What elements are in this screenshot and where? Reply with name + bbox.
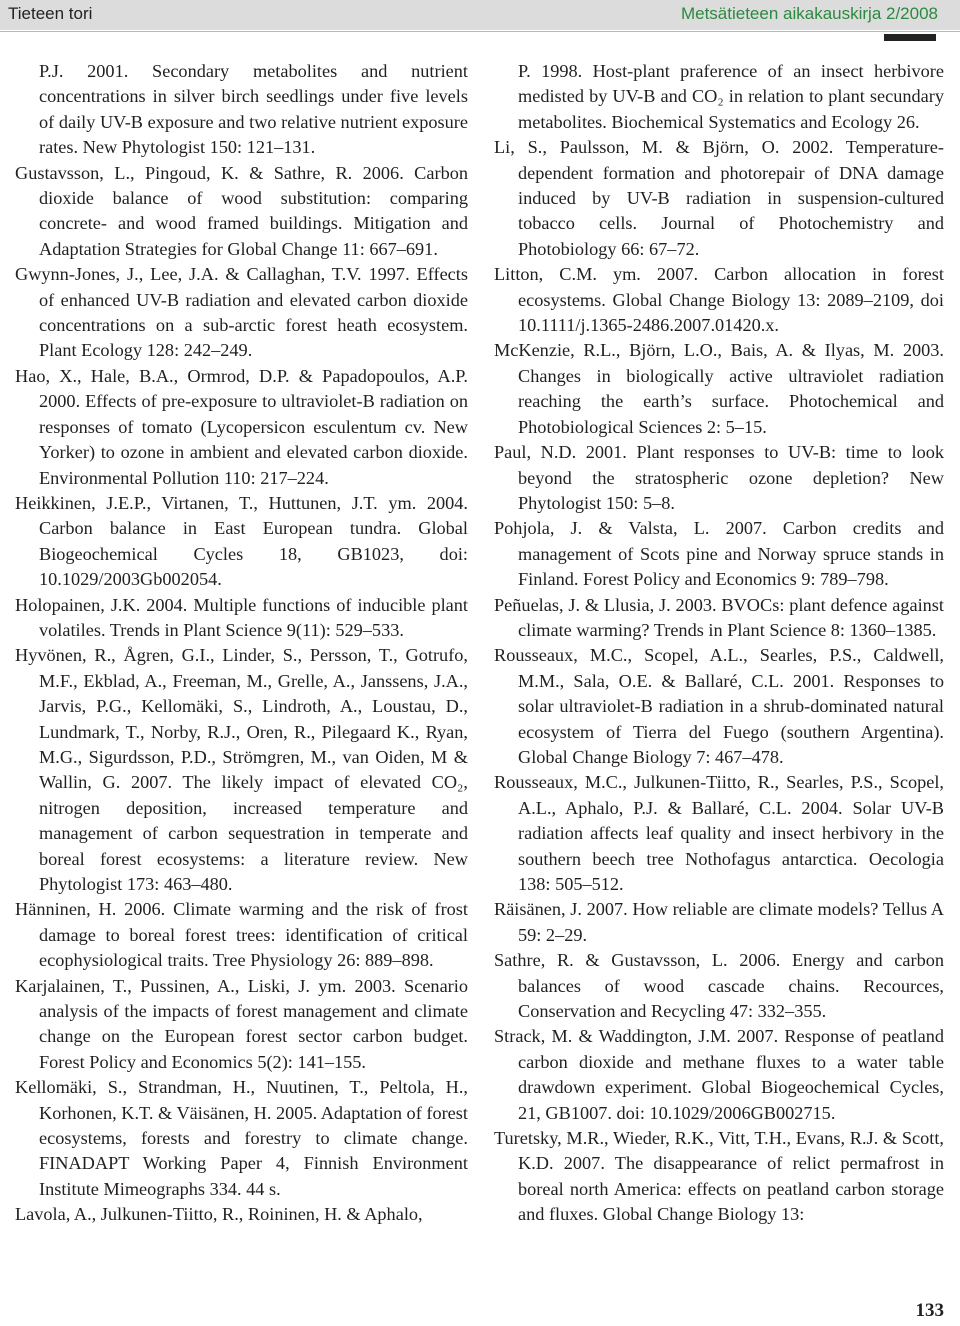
reference-entry: Kellomäki, S., Strandman, H., Nuutinen, T., Peltola, H., Korhonen, K.T. & Väisänen, H. 2005. Adaptation of forest ecosystems, forests and forestry to climate change. FINADAPT Working Paper 4, Finnish Environment Institute Mimeographs 334. 44 s. (15, 1077, 468, 1199)
running-header (0, 0, 960, 30)
reference-entry: Hao, X., Hale, B.A., Ormrod, D.P. & Papadopoulos, A.P. 2000. Effects of pre-exposure to ultraviolet-B radiation on responses of tomato (Lycopersicon esculentum cv. New Yorker) to ozone in ambient and elevated carbon dioxide. Environmental Pollution 110: 217–224. (15, 365, 468, 488)
reference-entry: Hyvönen, R., Ågren, G.I., Linder, S., Persson, T., Gotrufo, M.F., Ekblad, A., Freeman, M., Grelle, A., Janssens, J.A., Jarvis, P.G., Kellomäki, S., Lindroth, A., Loustau, D., Lundmark, T., Norby, R.J., Oren, R., Pilegaard K., Ryan, M.G., Sigurdsson, P.D., Strömgren, M., van Oiden, M & Wallin, G. 2007. The likely impact of elevated CO₂, nitrogen deposition, increased temperature and management of carbon sequestration in temperate and boreal forest ecosystems: a literature review. New Phytologist 173: 463–480. (15, 645, 468, 894)
reference-entry: Gustavsson, L., Pingoud, K. & Sathre, R. 2006. Carbon dioxide balance of wood substitution: comparing concrete- and wood framed buildings. Mitigation and Adaptation Strategies for Global Change 11: 667–691. (15, 162, 468, 259)
reference-entry: Li, S., Paulsson, M. & Björn, O. 2002. Temperature-dependent formation and photorepair of DNA damage induced by UV-B radiation in suspension-cultured tobacco cells. Journal of Photochemistry and Photobiology 66: 67–72. (494, 137, 944, 259)
reference-entry: Hänninen, H. 2006. Climate warming and the risk of frost damage to boreal forest trees: identification of critical ecophysiological traits. Tree Physiology 26: 889–898. (15, 899, 468, 971)
reference-entry: McKenzie, R.L., Björn, L.O., Bais, A. & Ilyas, M. 2003. Changes in biologically active ultraviolet radiation reaching the earth’s surface. Photochemical and Photobiological Sciences 2: 5–15. (494, 340, 944, 437)
header-rule (0, 31, 960, 32)
reference-entry: Peñuelas, J. & Llusia, J. 2003. BVOCs: plant defence against climate warming? Trends in Plant Science 8: 1360–1385. (494, 594, 944, 640)
reference-entry: Lavola, A., Julkunen-Tiitto, R., Roininen, H. & Aphalo, (15, 1204, 423, 1225)
reference-entry: Räisänen, J. 2007. How reliable are climate models? Tellus A 59: 2–29. (494, 899, 944, 945)
reference-entry: Litton, C.M. ym. 2007. Carbon allocation in forest ecosystems. Global Change Biology 13: 2089–2109, doi 10.1111/j.1365-2486.2007.01420.x. (494, 264, 944, 336)
reference-entry: Sathre, R. & Gustavsson, L. 2006. Energy and carbon balances of wood cascade chains. Recources, Conservation and Recycling 47: 332–355. (494, 950, 944, 1022)
reference-entry: Rousseaux, M.C., Julkunen-Tiitto, R., Searles, P.S., Scopel, A.L., Aphalo, P.J. & Ballaré, C.L. 2004. Solar UV-B radiation affects leaf quality and insect herbivory in the southern beech tree Nothofagus antarctica. Oecologia 138: 505–512. (494, 772, 944, 894)
references-right-column (494, 59, 944, 1228)
references-left-column (15, 59, 468, 1228)
reference-entry: Heikkinen, J.E.P., Virtanen, T., Huttunen, J.T. ym. 2004. Carbon balance in East European tundra. Global Biogeochemical Cycles 18, GB1023, doi: 10.1029/2003Gb002054. (15, 492, 468, 590)
page-number: 133 (915, 1300, 944, 1321)
section-title: Tieteen tori (8, 4, 93, 23)
reference-entry: Pohjola, J. & Valsta, L. 2007. Carbon credits and management of Scots pine and Norway spruce stands in Finland. Forest Policy and Economics 9: 789–798. (494, 518, 944, 590)
reference-entry: Paul, N.D. 2001. Plant responses to UV-B: time to look beyond the stratospheric ozone depletion? New Phytologist 150: 5–8. (494, 442, 944, 513)
reference-entry: P.J. 2001. Secondary metabolites and nutrient concentrations in silver birch seedlings under five levels of daily UV-B exposure and two relative nutrient exposure rates. New Phytologist 150: 121–131. (39, 61, 468, 158)
header-marker (884, 34, 936, 41)
reference-entry: Turetsky, M.R., Wieder, R.K., Vitt, T.H., Evans, R.J. & Scott, K.D. 2007. The disappearance of relict permafrost in boreal north America: effects on peatland carbon storage and fluxes. Global Change Biology 13: (494, 1128, 944, 1225)
reference-entry: Holopainen, J.K. 2004. Multiple functions of inducible plant volatiles. Trends in Plant Science 9(11): 529–533. (15, 594, 468, 640)
reference-entry: Gwynn-Jones, J., Lee, J.A. & Callaghan, T.V. 1997. Effects of enhanced UV-B radiation and elevated carbon dioxide concentrations on a sub-arctic forest heath ecosystem. Plant Ecology 128: 242–249. (15, 264, 468, 361)
reference-entry: Strack, M. & Waddington, J.M. 2007. Response of peatland carbon dioxide and methane fluxes to a water table drawdown experiment. Global Biogeochemical Cycles, 21, GB1007. doi: 10.1029/2006GB002715. (494, 1026, 944, 1123)
reference-entry: P. 1998. Host-plant praference of an insect herbivore medisted by UV-B and CO₂ in relation to plant secundary metabolites. Biochemical Systematics and Ecology 26. (518, 61, 944, 132)
reference-entry: Karjalainen, T., Pussinen, A., Liski, J. ym. 2003. Scenario analysis of the impacts of forest management and climate change on the European forest sector carbon budget. Forest Policy and Economics 5(2): 141–155. (15, 975, 468, 1072)
reference-entry: Rousseaux, M.C., Scopel, A.L., Searles, P.S., Caldwell, M.M., Sala, O.E. & Ballaré, C.L. 2001. Responses to solar ultraviolet-B radiation in a shrub-dominated natural ecosystem of Tierra del Fuego (southern Argentina). Global Change Biology 7: 467–478. (494, 645, 944, 767)
journal-title: Metsätieteen aikakauskirja 2/2008 (680, 4, 938, 23)
